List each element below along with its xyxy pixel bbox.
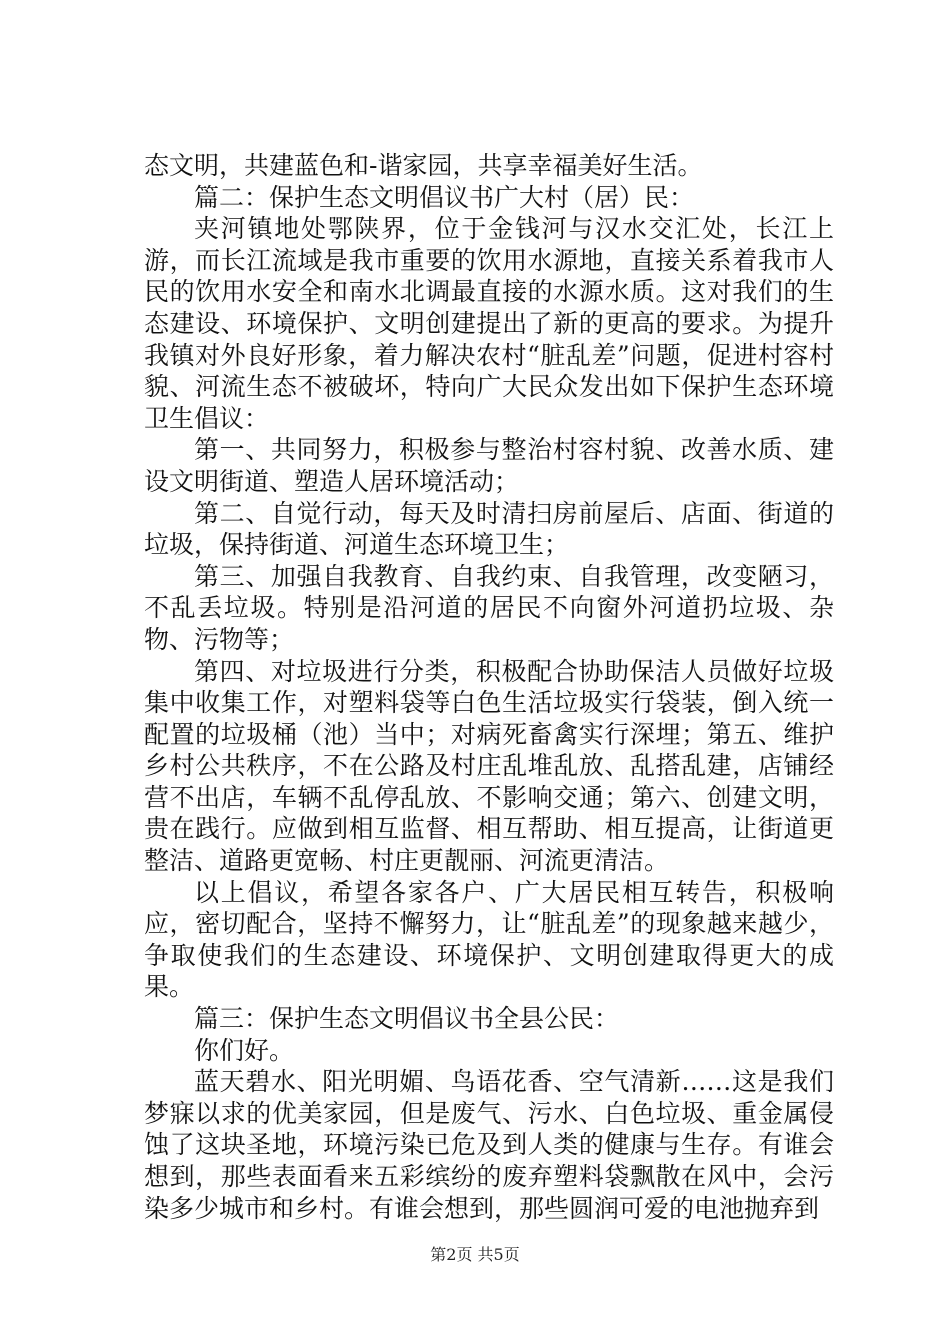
paragraph-item-four: 第四、对垃圾进行分类，积极配合协助保洁人员做好垃圾集中收集工作，对塑料袋等白色生活垃圾实行袋装，倒入统一配置的垃圾桶（池）当中；对病死畜禽实行深埋；第五、维护乡村公共秩序，不在公路及村庄乱堆乱放、乱搭乱建，店铺经营不出店，车辆不乱停乱放、不影响交通；第六、创建文明，贵在践行。应做到相互监督、相互帮助、相互提高，让街道更整洁、道路更宽畅、村庄更靓丽、河流更清洁。 <box>144 656 834 876</box>
page-number-footer: 第2页 共5页 <box>430 1245 520 1264</box>
paragraph-greeting: 你们好。 <box>194 1035 295 1065</box>
paragraph-closing: 以上倡议，希望各家各户、广大居民相互转告，积极响应，密切配合，坚持不懈努力，让“脏乱差”的现象越来越少，争取使我们的生态建设、环境保护、文明创建取得更大的成果。 <box>144 877 834 1002</box>
paragraph-item-one: 第一、共同努力，积极参与整治村容村貌、改善水质、建设文明街道、塑造人居环境活动； <box>144 435 834 496</box>
paragraph-environment: 蓝天碧水、阳光明媚、鸟语花香、空气清新……这是我们梦寐以求的优美家园，但是废气、污水、白色垃圾、重金属侵蚀了这块圣地，环境污染已危及到人类的健康与生存。有谁会想到，那些表面看来五彩缤纷的废弃塑料袋飘散在风中，会污染多少城市和乡村。有谁会想到，那些圆润可爱的电池抛弃到 <box>144 1067 834 1223</box>
paragraph-intro: 夹河镇地处鄂陕界，位于金钱河与汉水交汇处，长江上游，而长江流域是我市重要的饮用水源地，直接关系着我市人民的饮用水安全和南水北调最直接的水源水质。这对我们的生态建设、环境保护、文明创建提出了新的更高的要求。为提升我镇对外良好形象，着力解决农村“脏乱差”问题，促进村容村貌、河流生态不被破坏，特向广大民众发出如下保护生态环境卫生倡议： <box>144 214 834 433</box>
document-body <box>144 150 834 1224</box>
paragraph-item-two: 第二、自觉行动，每天及时清扫房前屋后、店面、街道的垃圾，保持街道、河道生态环境卫生； <box>144 498 834 560</box>
paragraph-item-three: 第三、加强自我教育、自我约束、自我管理，改变陋习，不乱丢垃圾。特别是沿河道的居民不向窗外河道扔垃圾、杂物、污物等； <box>144 561 834 654</box>
section-heading-part-three: 篇三：保护生态文明倡议书全县公民： <box>194 1004 620 1034</box>
section-heading-part-two: 篇二：保护生态文明倡议书广大村（居）民： <box>194 182 695 212</box>
paragraph-continuation: 态文明，共建蓝色和-谐家园，共享幸福美好生活。 <box>144 151 703 180</box>
